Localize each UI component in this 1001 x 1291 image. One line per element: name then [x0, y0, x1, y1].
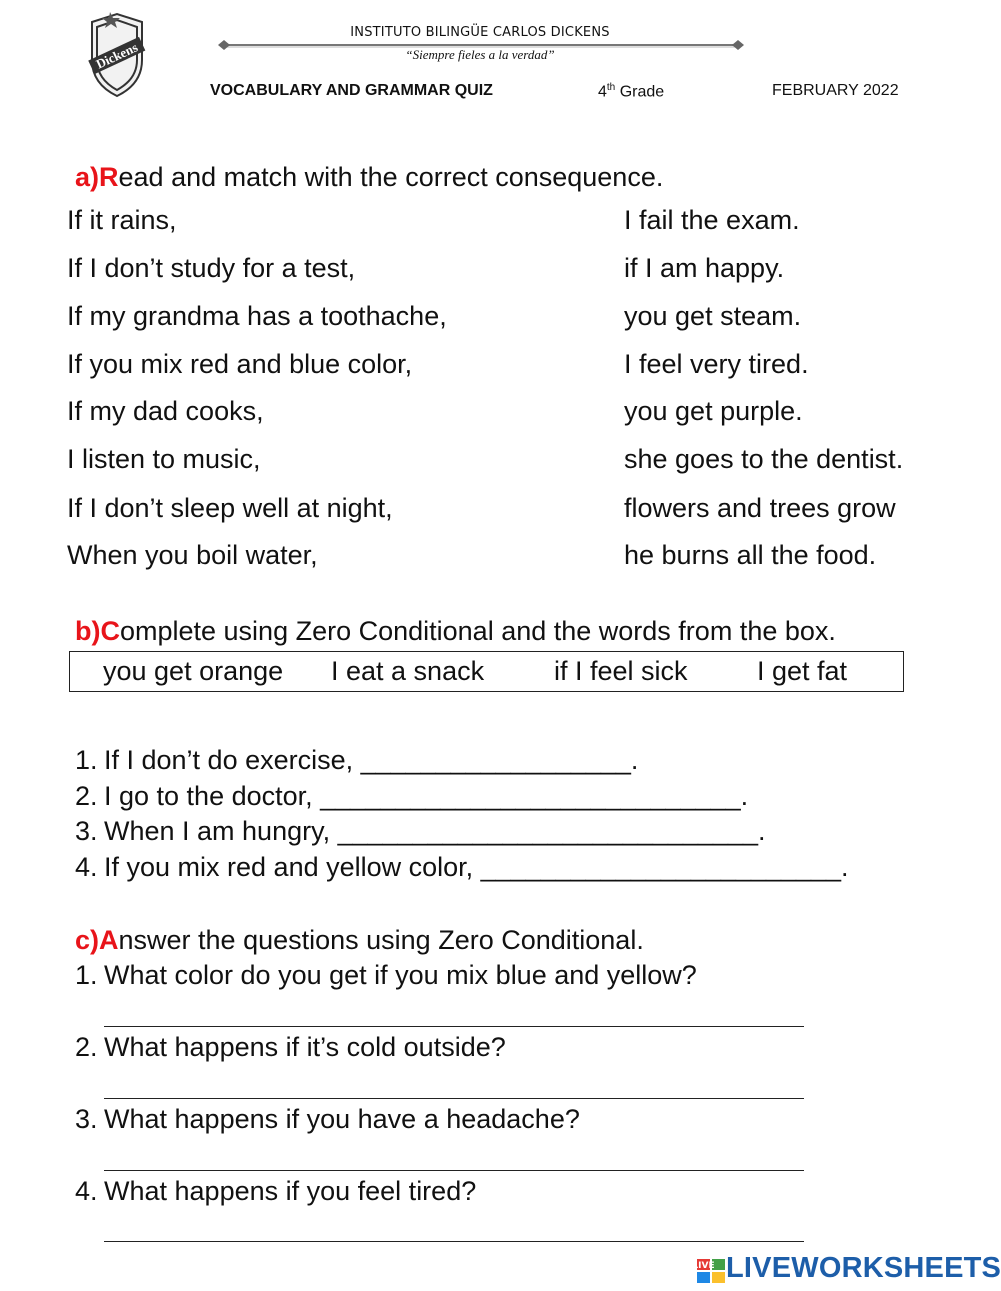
box-word: you get orange	[103, 656, 284, 686]
answer-line[interactable]	[104, 1098, 804, 1099]
logo-letter: LIVE	[692, 1261, 715, 1271]
section-a-instruction: ead and match with the correct consequence.	[118, 162, 664, 192]
fill-blank-item[interactable]: I go to the doctor, ____________________________.	[104, 781, 749, 811]
consequence-item[interactable]: if I am happy.	[624, 253, 785, 283]
section-a-heading	[75, 162, 663, 193]
condition-item[interactable]: If you mix red and blue color,	[67, 349, 413, 379]
answer-line[interactable]	[104, 1170, 804, 1171]
section-a-label: a)	[75, 162, 100, 192]
grade-word: Grade	[619, 83, 665, 101]
question-number: 3.	[75, 1104, 98, 1134]
section-c-label: c)	[75, 925, 100, 955]
question-number: 2.	[75, 1032, 98, 1062]
consequence-item[interactable]: he burns all the food.	[624, 540, 877, 570]
school-crest-logo	[84, 8, 150, 100]
box-word: I get fat	[757, 656, 848, 686]
crest-text: Dickens	[93, 39, 140, 72]
question-number: 1.	[75, 960, 98, 990]
liveworksheets-logo-icon	[692, 1259, 725, 1283]
question-number: 4.	[75, 1176, 98, 1206]
answer-line[interactable]	[104, 1241, 804, 1242]
grade-number: 4	[598, 83, 607, 101]
condition-item[interactable]: If I don’t study for a test,	[67, 253, 356, 283]
fill-blank-item[interactable]: If you mix red and yellow color, ________________________.	[104, 852, 849, 882]
condition-item[interactable]: If it rains,	[67, 205, 177, 235]
question-text: What color do you get if you mix blue and yellow?	[104, 960, 697, 990]
consequence-item[interactable]: she goes to the dentist.	[624, 444, 904, 474]
question-text: What happens if you feel tired?	[104, 1176, 477, 1206]
item-number: 4.	[75, 852, 98, 882]
box-word: I eat a snack	[331, 656, 485, 686]
grade-label	[598, 82, 664, 101]
answer-line[interactable]	[104, 1026, 804, 1027]
fill-blank-item[interactable]: When I am hungry, ____________________________.	[104, 816, 766, 846]
section-b-instruction: omplete using Zero Conditional and the words from the box.	[119, 616, 836, 646]
item-number: 3.	[75, 816, 98, 846]
liveworksheets-brand[interactable]: LIVEWORKSHEETS	[726, 1252, 1001, 1284]
section-a-initial: R	[99, 162, 119, 192]
grade-suffix: th	[606, 82, 616, 93]
section-b-label: b)	[75, 616, 101, 646]
condition-item[interactable]: If I don’t sleep well at night,	[67, 493, 393, 523]
school-motto: “Siempre fieles a la verdad”	[405, 47, 555, 62]
section-c-heading	[75, 925, 644, 956]
condition-item[interactable]: When you boil water,	[67, 540, 318, 570]
section-b-heading	[75, 616, 836, 647]
consequence-item[interactable]: flowers and trees grow	[624, 493, 896, 523]
section-c-instruction: nswer the questions using Zero Conditional.	[118, 925, 644, 955]
question-text: What happens if it’s cold outside?	[104, 1032, 506, 1062]
question-text: What happens if you have a headache?	[104, 1104, 580, 1134]
box-word: if I feel sick	[554, 656, 688, 686]
section-b-initial: C	[100, 616, 120, 646]
item-number: 2.	[75, 781, 98, 811]
consequence-item[interactable]: I fail the exam.	[624, 205, 800, 235]
condition-item[interactable]: If my grandma has a toothache,	[67, 301, 447, 331]
school-name: INSTITUTO BILINGÜE CARLOS DICKENS	[350, 25, 610, 40]
fill-blank-item[interactable]: If I don’t do exercise, __________________.	[104, 745, 639, 775]
consequence-item[interactable]: you get steam.	[624, 301, 802, 331]
consequence-item[interactable]: I feel very tired.	[624, 349, 809, 379]
condition-item[interactable]: I listen to music,	[67, 444, 261, 474]
quiz-date: FEBRUARY 2022	[772, 82, 899, 99]
section-c-initial: A	[99, 925, 119, 955]
consequence-item[interactable]: you get purple.	[624, 396, 803, 426]
condition-item[interactable]: If my dad cooks,	[67, 396, 264, 426]
quiz-title: VOCABULARY AND GRAMMAR QUIZ	[210, 82, 493, 99]
item-number: 1.	[75, 745, 98, 775]
